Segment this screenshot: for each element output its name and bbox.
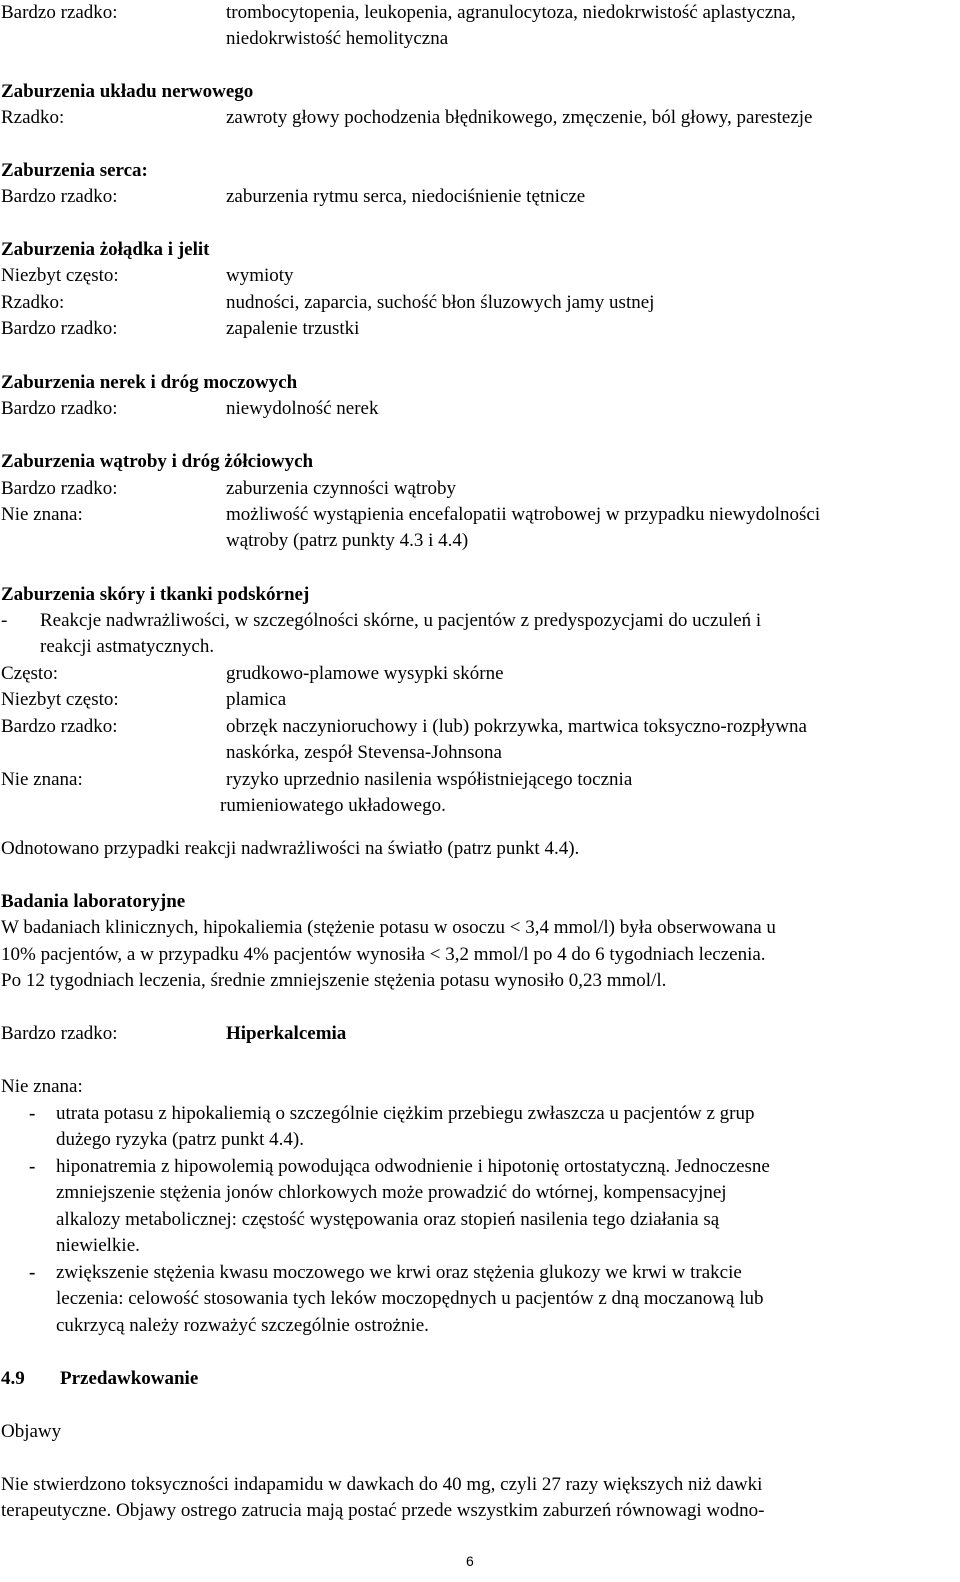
adverse-effects-text: trombocytopenia, leukopenia, agranulocytoza, niedokrwistość aplastyczna, <box>226 2 796 23</box>
frequency-label: Bardzo rzadko: <box>1 318 118 339</box>
bullet-dash: - <box>1 610 8 631</box>
adverse-effects-text: możliwość wystąpienia encefalopatii wątrobowej w przypadku niewydolności <box>226 504 821 525</box>
adverse-effects-text: naskórka, zespół Stevensa-Johnsona <box>226 742 502 763</box>
skin-note: Odnotowano przypadki reakcji nadwrażliwości na światło (patrz punkt 4.4). <box>1 838 580 859</box>
adverse-effects-text: wymioty <box>226 265 294 286</box>
bullet-text: alkalozy metabolicznej: częstość występowania oraz stopień nasilenia tego działania są <box>56 1209 720 1230</box>
subsection-title: Objawy <box>1 1421 62 1442</box>
adverse-effect-heading: Hiperkalcemia <box>226 1023 347 1044</box>
adverse-effects-text: zaburzenia rytmu serca, niedociśnienie tętnicze <box>226 186 586 207</box>
section-heading-kidney: Zaburzenia nerek i dróg moczowych <box>1 372 298 393</box>
frequency-label: Nie znana: <box>1 1076 83 1097</box>
frequency-label: Niezbyt często: <box>1 265 119 286</box>
bullet-text: zwiększenie stężenia kwasu moczowego we krwi oraz stężenia glukozy we krwi w trakcie <box>56 1262 742 1283</box>
frequency-label: Bardzo rzadko: <box>1 1023 118 1044</box>
section-heading-skin: Zaburzenia skóry i tkanki podskórnej <box>1 584 310 605</box>
adverse-effects-text: grudkowo-plamowe wysypki skórne <box>226 663 504 684</box>
bullet-text: zmniejszenie stężenia jonów chlorkowych może prowadzić do wtórnej, kompensacyjnej <box>56 1182 727 1203</box>
section-title: Przedawkowanie <box>60 1368 199 1389</box>
adverse-effects-text: zawroty głowy pochodzenia błędnikowego, zmęczenie, ból głowy, parestezje <box>226 107 813 128</box>
bullet-text: cukrzycą należy rozważyć szczególnie ostrożnie. <box>56 1315 429 1336</box>
page-number: 6 <box>466 1553 474 1569</box>
bullet-dash: - <box>29 1156 36 1177</box>
adverse-effects-text: wątroby (patrz punkty 4.3 i 4.4) <box>226 530 469 551</box>
section-heading-gi: Zaburzenia żołądka i jelit <box>1 239 210 260</box>
bullet-text: utrata potasu z hipokaliemią o szczególnie ciężkim przebiegu zwłaszcza u pacjentów z grup <box>56 1103 755 1124</box>
section-number: 4.9 <box>1 1368 25 1389</box>
section-heading-nerve: Zaburzenia układu nerwowego <box>1 81 254 102</box>
frequency-label: Nie znana: <box>1 504 83 525</box>
section-heading-heart: Zaburzenia serca: <box>1 160 148 181</box>
lab-text-line: Po 12 tygodniach leczenia, średnie zmniejszenie stężenia potasu wynosiło 0,23 mmol/l. <box>1 970 667 991</box>
bullet-text: hiponatremia z hipowolemią powodująca odwodnienie i hipotonię ortostatyczną. Jednoczesne <box>56 1156 770 1177</box>
adverse-effects-text: zaburzenia czynności wątroby <box>226 478 457 499</box>
bullet-text: niewielkie. <box>56 1235 140 1256</box>
frequency-label: Bardzo rzadko: <box>1 716 118 737</box>
bullet-text: dużego ryzyka (patrz punkt 4.4). <box>56 1129 304 1150</box>
frequency-label: Bardzo rzadko: <box>1 2 118 23</box>
bullet-dash: - <box>29 1103 36 1124</box>
adverse-effects-text: niedokrwistość hemolityczna <box>226 28 449 49</box>
bullet-text: reakcji astmatycznych. <box>40 636 215 657</box>
adverse-effects-text: zapalenie trzustki <box>226 318 360 339</box>
adverse-effects-text: nudności, zaparcia, suchość błon śluzowych jamy ustnej <box>226 292 655 313</box>
section-heading-liver: Zaburzenia wątroby i dróg żółciowych <box>1 451 314 472</box>
bullet-dash: - <box>29 1262 36 1283</box>
frequency-label: Bardzo rzadko: <box>1 478 118 499</box>
adverse-effects-text: niewydolność nerek <box>226 398 379 419</box>
lab-text-line: 10% pacjentów, a w przypadku 4% pacjentów wynosiła < 3,2 mmol/l po 4 do 6 tygodniach leczenia. <box>1 944 766 965</box>
lab-text-line: W badaniach klinicznych, hipokaliemia (stężenie potasu w osoczu < 3,4 mmol/l) była obserwowana u <box>1 917 776 938</box>
frequency-label: Bardzo rzadko: <box>1 398 118 419</box>
section-heading-lab: Badania laboratoryjne <box>1 891 186 912</box>
frequency-label: Bardzo rzadko: <box>1 186 118 207</box>
adverse-effects-text: ryzyko uprzednio nasilenia współistniejącego tocznia <box>226 769 633 790</box>
adverse-effects-text: rumieniowatego układowego. <box>220 795 446 816</box>
frequency-label: Nie znana: <box>1 769 83 790</box>
overdose-text-line: terapeutyczne. Objawy ostrego zatrucia mają postać przede wszystkim zaburzeń równowagi wodno- <box>1 1500 765 1521</box>
overdose-text-line: Nie stwierdzono toksyczności indapamidu w dawkach do 40 mg, czyli 27 razy większych niż dawki <box>1 1474 763 1495</box>
bullet-text: leczenia: celowość stosowania tych leków moczopędnych u pacjentów z dną moczanową lub <box>56 1288 764 1309</box>
frequency-label: Niezbyt często: <box>1 689 119 710</box>
frequency-label: Często: <box>1 663 58 684</box>
adverse-effects-text: plamica <box>226 689 287 710</box>
adverse-effects-text: obrzęk naczynioruchowy i (lub) pokrzywka, martwica toksyczno-rozpływna <box>226 716 807 737</box>
frequency-label: Rzadko: <box>1 292 65 313</box>
frequency-label: Rzadko: <box>1 107 65 128</box>
bullet-text: Reakcje nadwrażliwości, w szczególności skórne, u pacjentów z predyspozycjami do uczuleń i <box>40 610 762 631</box>
